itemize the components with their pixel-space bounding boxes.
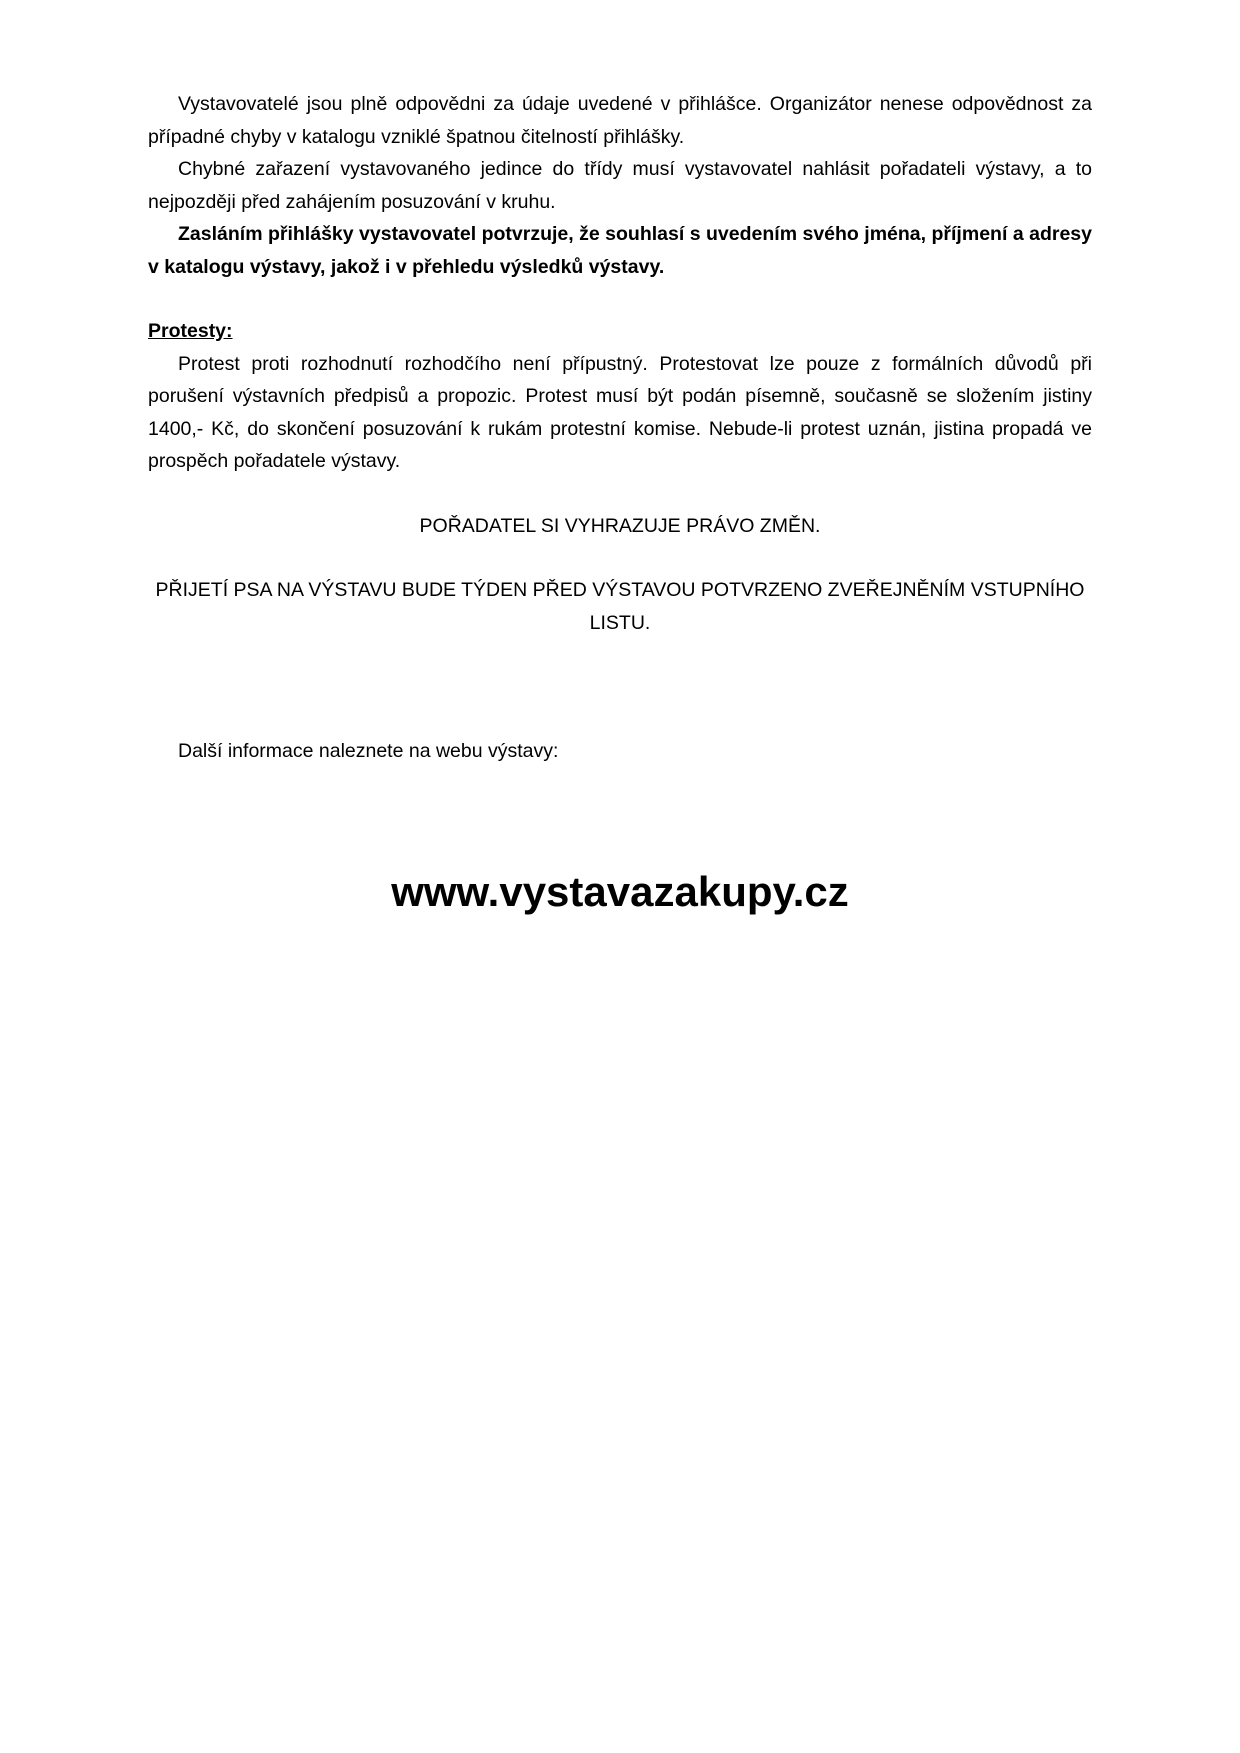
protests-heading-colon: : (226, 320, 233, 342)
section-spacer (148, 800, 1092, 832)
protests-heading-text: Protesty (148, 320, 227, 342)
acceptance-notice-line1: PŘIJETÍ PSA NA VÝSTAVU BUDE TÝDEN PŘED VÝSTAVOU POTVRZENO ZVEŘEJNĚNÍM VSTUPNÍHO (155, 579, 1085, 601)
section-spacer (148, 832, 1092, 864)
consent-paragraph: Zasláním přihlášky vystavovatel potvrzuje, že souhlasí s uvedením svého jména, příjmení a adresy v katalogu výstavy, jakož i v přehledu výsledků výstavy. (148, 223, 1092, 278)
section-spacer (148, 542, 1092, 574)
acceptance-notice-line2: LISTU. (589, 611, 651, 634)
section-spacer (148, 283, 1092, 315)
more-info-text: Další informace naleznete na webu výstavy: (178, 740, 559, 762)
section-spacer (148, 703, 1092, 735)
changes-notice: POŘADATEL SI VYHRAZUJE PRÁVO ZMĚN. (419, 514, 821, 537)
responsibility-paragraph: Vystavovatelé jsou plně odpovědni za údaje uvedené v přihlášce. Organizátor nenese odpovědnost za případné chyby v katalogu vzniklé špatnou čitelností přihlášky. (148, 93, 1092, 148)
section-spacer (148, 639, 1092, 671)
protests-heading (148, 315, 1092, 348)
protests-paragraph: Protest proti rozhodnutí rozhodčího není přípustný. Protestovat lze pouze z formálních důvodů při porušení výstavních předpisů a propozic. Protest musí být podán písemně, současně se složením jistiny 1400,- Kč, do skončení posuzování k rukám protestní komise. Nebude-li protest uznán, jistina propadá ve prospěch pořadatele výstavy. (148, 352, 1092, 472)
section-spacer (148, 768, 1092, 800)
section-spacer (148, 478, 1092, 510)
document-body (148, 88, 1092, 920)
section-spacer (148, 671, 1092, 703)
website-link[interactable]: www.vystavazakupy.cz (391, 867, 849, 915)
misclassification-paragraph: Chybné zařazení vystavovaného jedince do třídy musí vystavovatel nahlásit pořadateli výstavy, a to nejpozději před zahájením posuzování v kruhu. (148, 158, 1092, 213)
